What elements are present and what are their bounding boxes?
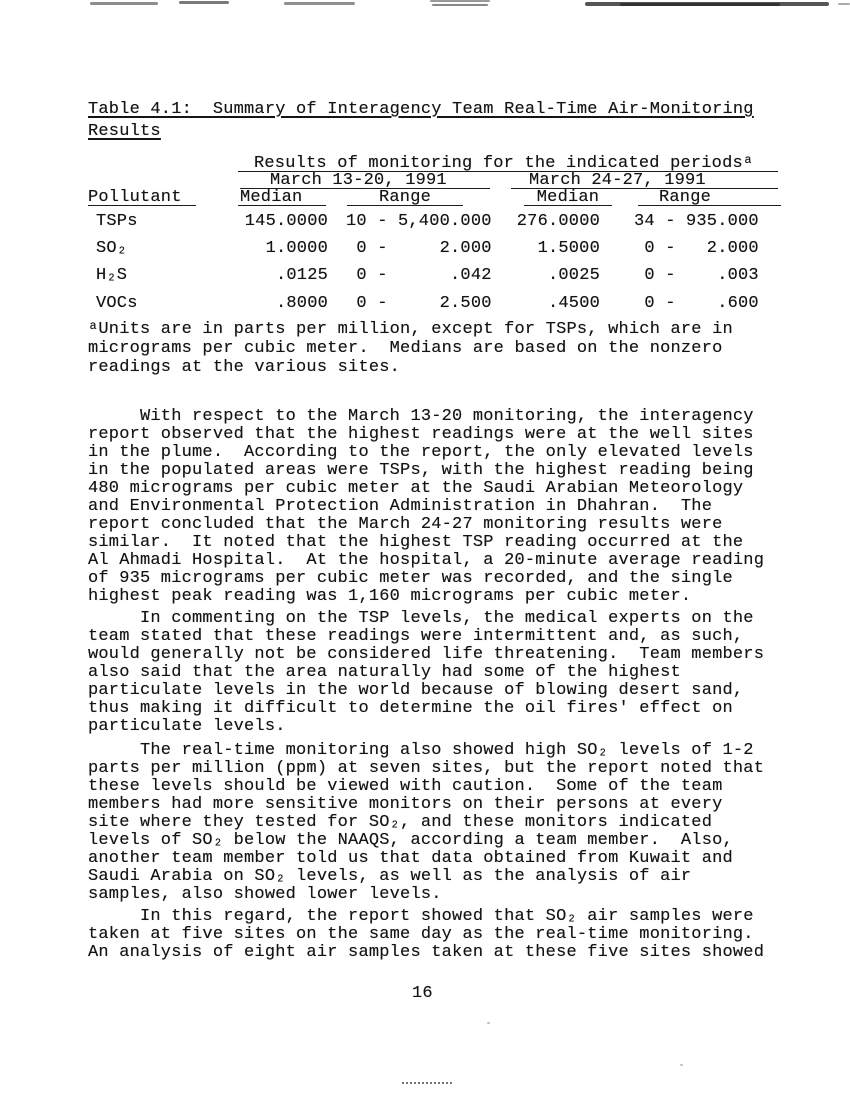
- text-line: site where they tested for SO₂, and these monitors indicated: [88, 813, 713, 832]
- text-line: also said that the area naturally had some of the highest: [88, 663, 681, 682]
- text-line: micrograms per cubic meter. Medians are based on the nonzero: [88, 339, 723, 358]
- median-cell: .0025: [547, 266, 600, 285]
- column-header-range-2: Range: [638, 188, 781, 206]
- text-line: thus making it difficult to determine the oil fires' effect on: [88, 699, 733, 718]
- text-line: ᵃUnits are in parts per million, except for TSPs, which are in: [88, 320, 733, 339]
- text-line: In commenting on the TSP levels, the medical experts on the: [88, 609, 754, 628]
- scan-streak: [620, 3, 780, 6]
- median-cell: .4500: [547, 294, 600, 313]
- text-line: particulate levels.: [88, 717, 286, 736]
- text-line: these levels should be viewed with caution. Some of the team: [88, 777, 723, 796]
- text-line: would generally not be considered life threatening. Team members: [88, 645, 765, 664]
- text-line: team stated that these readings were intermittent and, as such,: [88, 627, 744, 646]
- text-line: report concluded that the March 24-27 monitoring results were: [88, 515, 723, 534]
- range-cell: 0 - 2.000: [634, 239, 759, 258]
- paragraph-2: [88, 610, 764, 736]
- period-header-march-13-20: March 13-20, 1991: [240, 171, 490, 189]
- column-header-median-1: Median: [238, 188, 326, 206]
- scan-dot: [680, 1064, 683, 1066]
- text-line: readings at the various sites.: [88, 358, 401, 377]
- paragraph-1: [88, 408, 764, 606]
- scan-streak: [284, 2, 355, 5]
- text-line: parts per million (ppm) at seven sites, but the report noted that: [88, 759, 765, 778]
- text-line: report observed that the highest readings were at the well sites: [88, 425, 754, 444]
- column-header-range-1: Range: [347, 188, 463, 206]
- column-header-pollutant: Pollutant: [88, 188, 196, 206]
- range-cell: 0 - .600: [634, 294, 759, 313]
- pollutant-cell: H₂S: [96, 266, 128, 285]
- scan-dot: [487, 1022, 490, 1024]
- table-row-vocs: [0, 294, 850, 318]
- median-cell: 1.0000: [265, 239, 328, 258]
- range-cell: 0 - 2.000: [346, 239, 492, 258]
- text-line: highest peak reading was 1,160 micrograms per cubic meter.: [88, 587, 692, 606]
- table-title-line2: Results: [88, 122, 161, 141]
- scan-smudge: [402, 1082, 452, 1089]
- pollutant-cell: TSPs: [96, 212, 138, 231]
- text-line: levels of SO₂ below the NAAQS, according a team member. Also,: [88, 831, 733, 850]
- text-line: taken at five sites on the same day as the real-time monitoring.: [88, 925, 754, 944]
- table-title-line1: Table 4.1: Summary of Interagency Team Real-Time Air-Monitoring: [88, 100, 754, 119]
- scan-streak: [432, 4, 488, 6]
- table-row-h2s: [0, 266, 850, 290]
- table-span-header: Results of monitoring for the indicated periodsᵃ: [238, 154, 778, 172]
- median-cell: 1.5000: [537, 239, 600, 258]
- text-line: similar. It noted that the highest TSP reading occurred at the: [88, 533, 744, 552]
- median-cell: 145.0000: [244, 212, 328, 231]
- column-header-median-2: Median: [524, 188, 612, 206]
- text-line: The real-time monitoring also showed high SO₂ levels of 1-2: [88, 741, 754, 760]
- paragraph-3: [88, 742, 764, 904]
- page-number: 16: [412, 984, 433, 1003]
- median-cell: .8000: [275, 294, 328, 313]
- pollutant-cell: VOCs: [96, 294, 138, 313]
- text-line: Al Ahmadi Hospital. At the hospital, a 20-minute average reading: [88, 551, 765, 570]
- range-cell: 34 - 935.000: [634, 212, 759, 231]
- text-line: in the populated areas were TSPs, with the highest reading being: [88, 461, 754, 480]
- table-footnote: [88, 320, 733, 377]
- text-line: particulate levels in the world because of blowing desert sand,: [88, 681, 744, 700]
- text-line: 480 micrograms per cubic meter at the Saudi Arabian Meteorology: [88, 479, 744, 498]
- range-cell: 10 - 5,400.000: [346, 212, 492, 231]
- median-cell: 276.0000: [516, 212, 600, 231]
- paragraph-4: [88, 908, 764, 962]
- table-title: [88, 99, 754, 143]
- table-row-tsps: [0, 212, 850, 236]
- period-header-march-24-27: March 24-27, 1991: [511, 171, 778, 189]
- scan-streak: [430, 0, 490, 2]
- text-line: and Environmental Protection Administration in Dhahran. The: [88, 497, 713, 516]
- text-line: another team member told us that data obtained from Kuwait and: [88, 849, 733, 868]
- text-line: of 935 micrograms per cubic meter was recorded, and the single: [88, 569, 733, 588]
- scan-streak: [90, 2, 158, 5]
- text-line: Saudi Arabia on SO₂ levels, as well as the analysis of air: [88, 867, 692, 886]
- range-cell: 0 - .003: [634, 266, 759, 285]
- scan-streak: [838, 3, 850, 5]
- range-cell: 0 - .042: [346, 266, 492, 285]
- text-line: An analysis of eight air samples taken at these five sites showed: [88, 943, 765, 962]
- scan-streak: [179, 1, 229, 4]
- text-line: in the plume. According to the report, the only elevated levels: [88, 443, 754, 462]
- text-line: samples, also showed lower levels.: [88, 885, 442, 904]
- text-line: In this regard, the report showed that SO₂ air samples were: [88, 907, 754, 926]
- median-cell: .0125: [275, 266, 328, 285]
- range-cell: 0 - 2.500: [346, 294, 492, 313]
- text-line: members had more sensitive monitors on their persons at every: [88, 795, 723, 814]
- pollutant-cell: SO₂: [96, 239, 128, 258]
- table-row-so2: [0, 239, 850, 263]
- text-line: With respect to the March 13-20 monitoring, the interagency: [88, 407, 754, 426]
